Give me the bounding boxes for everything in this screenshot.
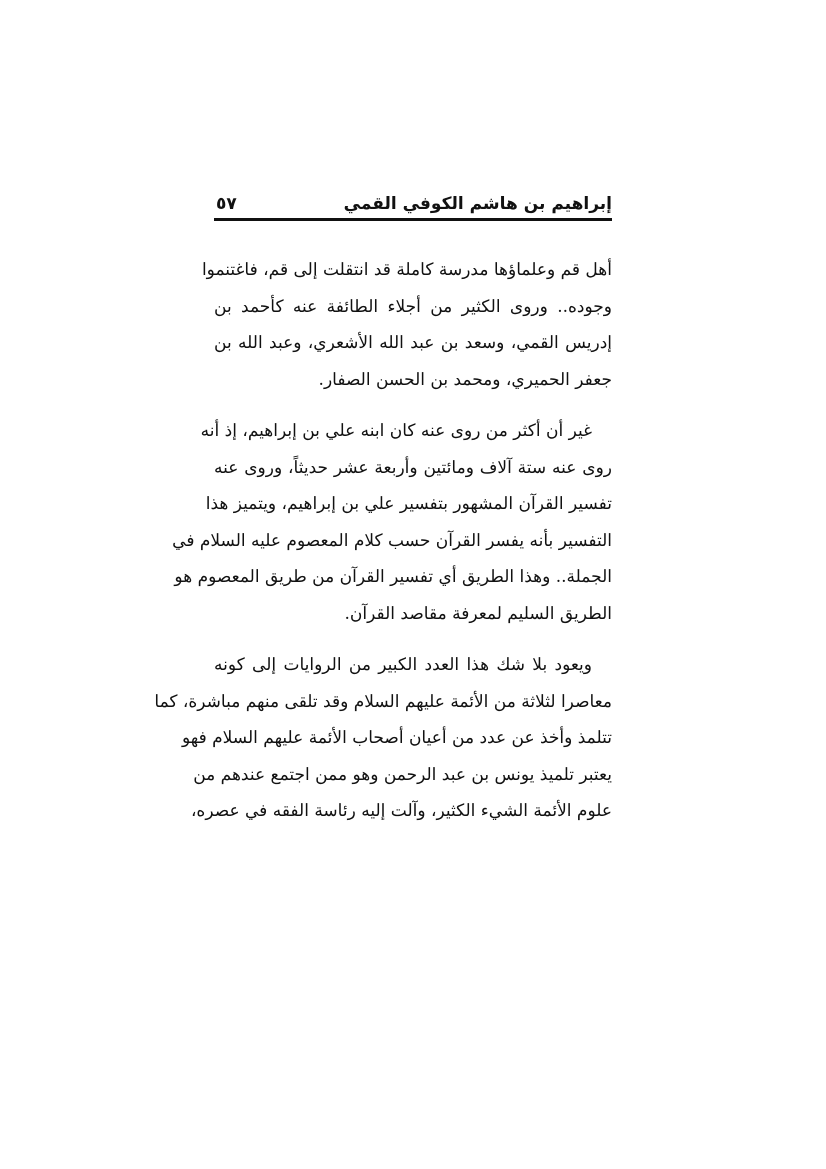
text-line: الجملة.. وهذا الطريق أي تفسير القرآن من طريق المعصوم هو: [174, 567, 612, 587]
running-title: إبراهيم بن هاشم الكوفي القمي: [343, 194, 612, 214]
text-line: روى عنه ستة آلاف ومائتين وأربعة عشر حديثاً، وروى عنه: [214, 457, 612, 478]
header-rule: [214, 218, 612, 221]
text-line: جعفر الحميري، ومحمد بن الحسن الصفار.: [318, 369, 612, 390]
text-line: ويعود بلا شك هذا العدد الكبير من الروايات إلى كونه: [214, 655, 592, 675]
text-line: معاصرا لثلاثة من الأئمة عليهم السلام وقد تلقى منهم مباشرة، كما: [154, 691, 612, 712]
text-line: الطريق السليم لمعرفة مقاصد القرآن.: [344, 603, 612, 624]
text-line: تفسير القرآن المشهور بتفسير علي بن إبراهيم، ويتميز هذا: [205, 494, 612, 514]
text-line: علوم الأئمة الشيء الكثير، وآلت إليه رئاسة الفقه في عصره،: [190, 801, 612, 821]
text-line: إدريس القمي، وسعد بن عبد الله الأشعري، وعبد الله بن: [214, 333, 612, 353]
text-line: غير أن أكثر من روى عنه كان ابنه علي بن إبراهيم، إذ أنه: [200, 421, 592, 441]
page-number: ٥٧: [216, 194, 237, 214]
text-line: التفسير بأنه يفسر القرآن حسب كلام المعصوم عليه السلام في: [172, 530, 612, 551]
text-line: يعتبر تلميذ يونس بن عبد الرحمن وهو ممن اجتمع عندهم من: [193, 764, 612, 785]
paragraph-1: [201, 252, 612, 398]
text-line: تتلمذ وأخذ عن عدد من أعيان أصحاب الأئمة عليهم السلام فهو: [181, 728, 612, 748]
text-line: أهل قم وعلماؤها مدرسة كاملة قد انتقلت إلى قم، فاغتنموا: [201, 260, 612, 280]
paragraph-3: [154, 647, 612, 830]
paragraph-2: [172, 413, 612, 632]
body-text: [154, 252, 612, 830]
text-line: وجوده.. وروى الكثير من أجلاء الطائفة عنه كأحمد بن: [214, 296, 612, 317]
